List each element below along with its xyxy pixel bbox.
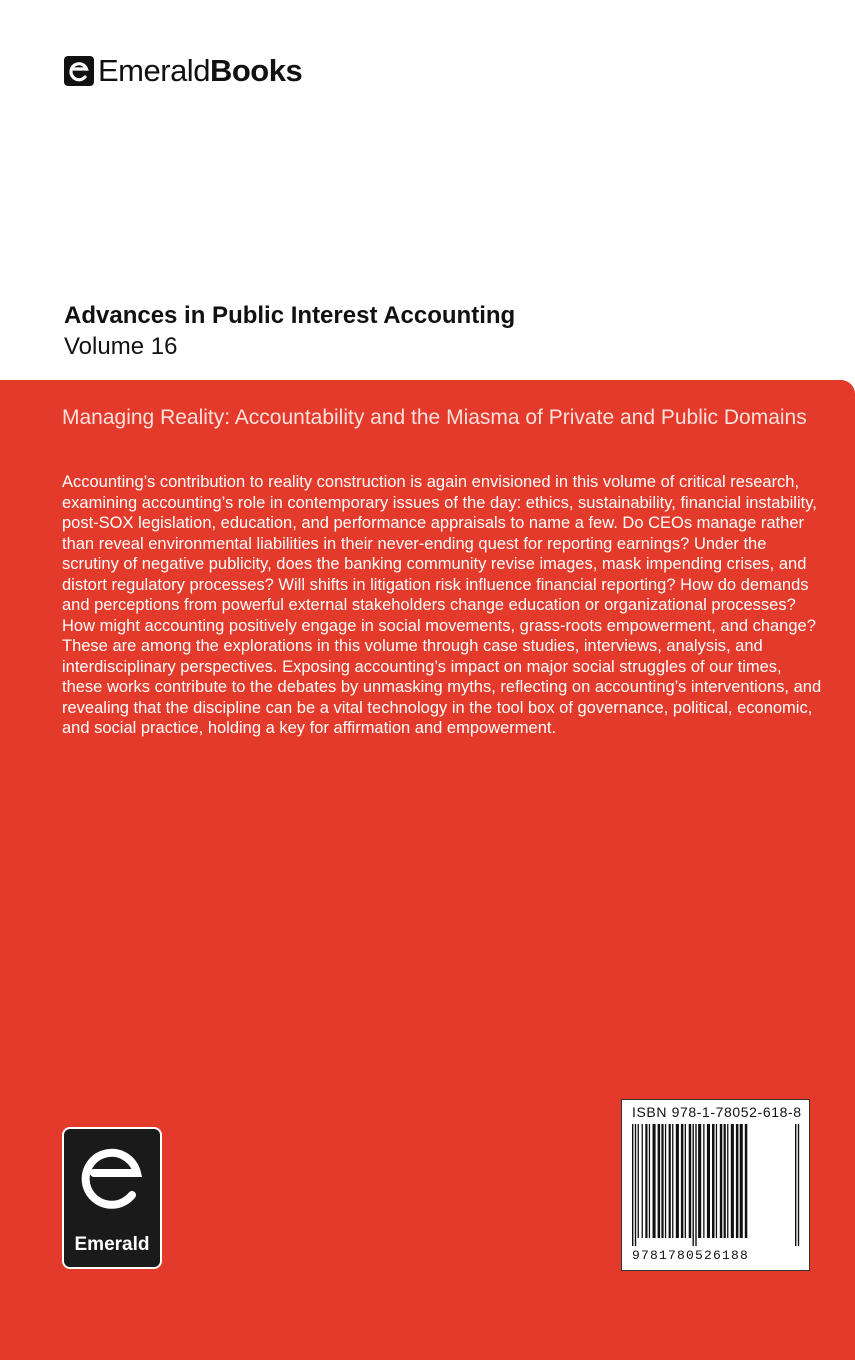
book-subtitle: Managing Reality: Accountability and the Miasma of Private and Public Domains [62,406,807,429]
barcode-bars [632,1124,801,1246]
emerald-books-brand [64,54,302,88]
brand-word-bold: Books [209,53,303,88]
brand-wordmark [98,54,302,88]
series-title: Advances in Public Interest Accounting [64,302,516,329]
emerald-e-large-icon [76,1143,148,1223]
isbn-label: ISBN 978-1-78052-618-8 [632,1104,802,1120]
volume-number: Volume 16 [64,333,178,360]
logo-wordmark: Emerald [74,1234,150,1255]
emerald-e-icon [64,56,94,86]
emerald-logo-badge [62,1127,162,1269]
isbn-barcode [621,1099,810,1271]
isbn-digits: 9781780526188 [632,1248,750,1263]
book-description: Accounting’s contribution to reality construction is again envisioned in this volume of critical research, examining accounting’s role in contemporary issues of the day: ethics, sustainability, financial instability, post-SOX legislation, education, and performance appraisals to name a few. Do CEOs manage rather than reveal environmental liabilities in their never-ending quest for reporting earnings? Under the scrutiny of negative publicity, does the banking community revise images, mask impending crises, and distort regulatory processes? Will shifts in litigation risk influence financial reporting? How do demands and perceptions from powerful external stakeholders change education or organizational processes? How might accounting positively engage in social movements, grass-roots empowerment, and change? These are among the explorations in this volume through case studies, interviews, analysis, and interdisciplinary perspectives. Exposing accounting’s impact on major social struggles of our times, these works contribute to the debates by unmasking myths, reflecting on accounting’s interventions, and revealing that the discipline can be a vital technology in the tool box of governance, political, economic, and social practice, holding a key for affirmation and empowerment. [62,473,822,737]
brand-word-light: Emerald [98,53,210,88]
cover-top-section [0,0,855,380]
